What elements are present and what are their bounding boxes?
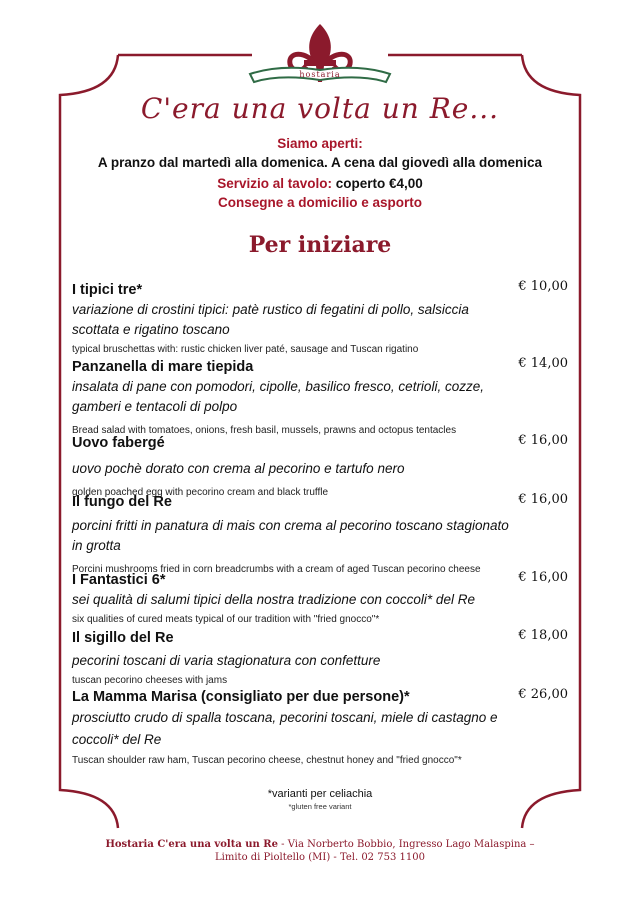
item-english: Bread salad with tomatoes, onions, fresh basil, mussels, prawns and octopus tentacles xyxy=(72,425,457,436)
celiac-note: *varianti per celiachia xyxy=(267,788,373,800)
item-price: € 26,00 xyxy=(518,687,568,702)
menu-item xyxy=(72,357,562,438)
footer-address-1: - Via Norberto Bobbio, Ingresso Lago Malaspina – xyxy=(277,839,535,850)
brand-title: C'era una volta un Re... xyxy=(140,92,500,125)
item-name: Il sigillo del Re xyxy=(72,630,174,646)
item-description: scottata e rigatino toscano xyxy=(72,322,230,337)
item-description: porcini fritti in panatura di mais con crema al pecorino toscano stagionato xyxy=(72,518,509,533)
footer-line-1 xyxy=(0,838,640,851)
item-name: I Fantastici 6* xyxy=(72,572,166,588)
fleur-de-lis-logo xyxy=(240,20,400,98)
logo-label: hostaria xyxy=(299,70,341,79)
section-title: Per iniziare xyxy=(248,232,392,258)
delivery-line: Consegne a domicilio e asporto xyxy=(217,195,423,210)
opening-hours: A pranzo dal martedì alla domenica. A cena dal giovedì alla domenica xyxy=(97,155,543,170)
service-label: Servizio al tavolo: xyxy=(217,176,332,191)
menu-item xyxy=(72,433,562,500)
item-name: La Mamma Marisa (consigliato per due persone)* xyxy=(72,689,410,705)
gluten-free-note: *gluten free variant xyxy=(288,802,352,811)
item-english: Tuscan shoulder raw ham, Tuscan pecorino cheese, chestnut honey and "fried gnocco"* xyxy=(72,755,462,766)
item-price: € 16,00 xyxy=(518,492,568,507)
item-price: € 10,00 xyxy=(518,279,568,294)
item-price: € 16,00 xyxy=(518,570,568,585)
item-description: variazione di crostini tipici: patè rustico di fegatini di pollo, salsiccia xyxy=(72,302,469,317)
item-english: Porcini mushrooms fried in corn breadcrumbs with a cream of aged Tuscan pecorino cheese xyxy=(72,564,481,575)
item-description: insalata di pane con pomodori, cipolle, basilico fresco, cetrioli, cozze, xyxy=(72,379,484,394)
item-english: typical bruschettas with: rustic chicken liver paté, sausage and Tuscan rigatino xyxy=(72,344,419,355)
footer-address-2: Limito di Pioltello (MI) - Tel. 02 753 1100 xyxy=(215,852,425,863)
item-name: I tipici tre* xyxy=(72,282,143,298)
item-price: € 14,00 xyxy=(518,356,568,371)
item-description: gamberi e tentacoli di polpo xyxy=(72,399,238,414)
service-line xyxy=(0,176,640,191)
item-description: prosciutto crudo di spalla toscana, pecorini toscani, miele di castagno e xyxy=(72,710,498,725)
item-english: six qualities of cured meats typical of our tradition with "fried gnocco"* xyxy=(72,614,380,625)
footer xyxy=(0,838,640,864)
service-value: coperto €4,00 xyxy=(332,176,423,191)
menu-item xyxy=(72,280,562,357)
item-english: tuscan pecorino cheeses with jams xyxy=(72,675,228,686)
item-name: Uovo fabergé xyxy=(72,435,165,451)
item-name: Il fungo del Re xyxy=(72,494,172,510)
menu-item xyxy=(72,628,562,688)
item-price: € 18,00 xyxy=(518,628,568,643)
item-english: golden poached egg with pecorino cream and black truffle xyxy=(72,487,329,498)
menu-item xyxy=(72,687,562,768)
item-name: Panzanella di mare tiepida xyxy=(72,359,254,375)
open-title: Siamo aperti: xyxy=(277,136,363,151)
menu-item xyxy=(72,492,562,577)
item-description: pecorini toscani di varia stagionatura con confetture xyxy=(72,653,381,668)
item-description: in grotta xyxy=(72,538,121,553)
item-price: € 16,00 xyxy=(518,433,568,448)
menu-item xyxy=(72,570,562,627)
item-description: coccoli* del Re xyxy=(72,732,162,747)
item-description: uovo pochè dorato con crema al pecorino e tartufo nero xyxy=(72,461,405,476)
footer-name: Hostaria C'era una volta un Re xyxy=(105,839,278,850)
item-description: sei qualità di salumi tipici della nostra tradizione con coccoli* del Re xyxy=(72,592,475,607)
